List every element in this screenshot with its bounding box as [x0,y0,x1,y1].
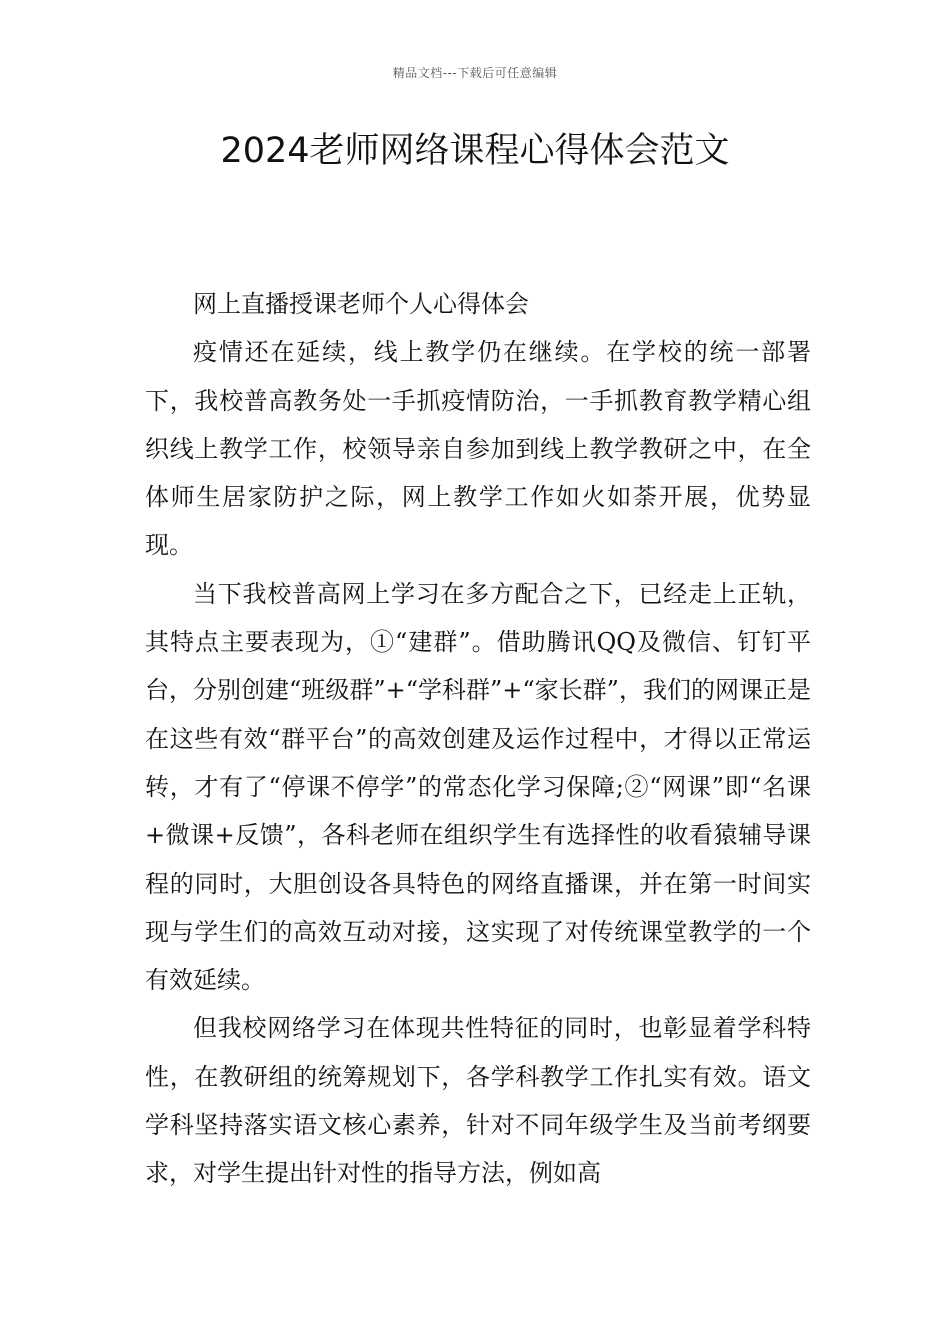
paragraph: 疫情还在延续，线上教学仍在继续。在学校的统一部署下，我校普高教务处一手抓疫情防治，一手抓教育教学精心组织线上教学工作，校领导亲自参加到线上教学教研之中，在全体师生居家防护之际，网上教学工作如火如荼开展，优势显现。 [145,338,811,560]
document-body [145,280,811,1198]
paragraph-subtitle: 网上直播授课老师个人心得体会 [193,290,529,318]
page-header-note: 精品文档---下载后可任意编辑 [392,66,558,80]
document-title: 2024老师网络课程心得体会范文 [220,131,730,171]
paragraph: 当下我校普高网上学习在多方配合之下，已经走上正轨，其特点主要表现为，①“建群”。借助腾讯QQ及微信、钉钉平台，分别创建“班级群”+“学科群”+“家长群”，我们的网课正是在这些有效“群平台”的高效创建及运作过程中，才得以正常运转，才有了“停课不停学”的常态化学习保障;②“网课”即“名课+微课+反馈”，各科老师在组织学生有选择性的收看猿辅导课程的同时，大胆创设各具特色的网络直播课，并在第一时间实现与学生们的高效互动对接，这实现了对传统课堂教学的一个有效延续。 [145,579,811,995]
paragraph: 但我校网络学习在体现共性特征的同时，也彰显着学科特性，在教研组的统筹规划下，各学科教学工作扎实有效。语文学科坚持落实语文核心素养，针对不同年级学生及当前考纲要求，对学生提出针对性的指导方法，例如高 [145,1014,811,1188]
